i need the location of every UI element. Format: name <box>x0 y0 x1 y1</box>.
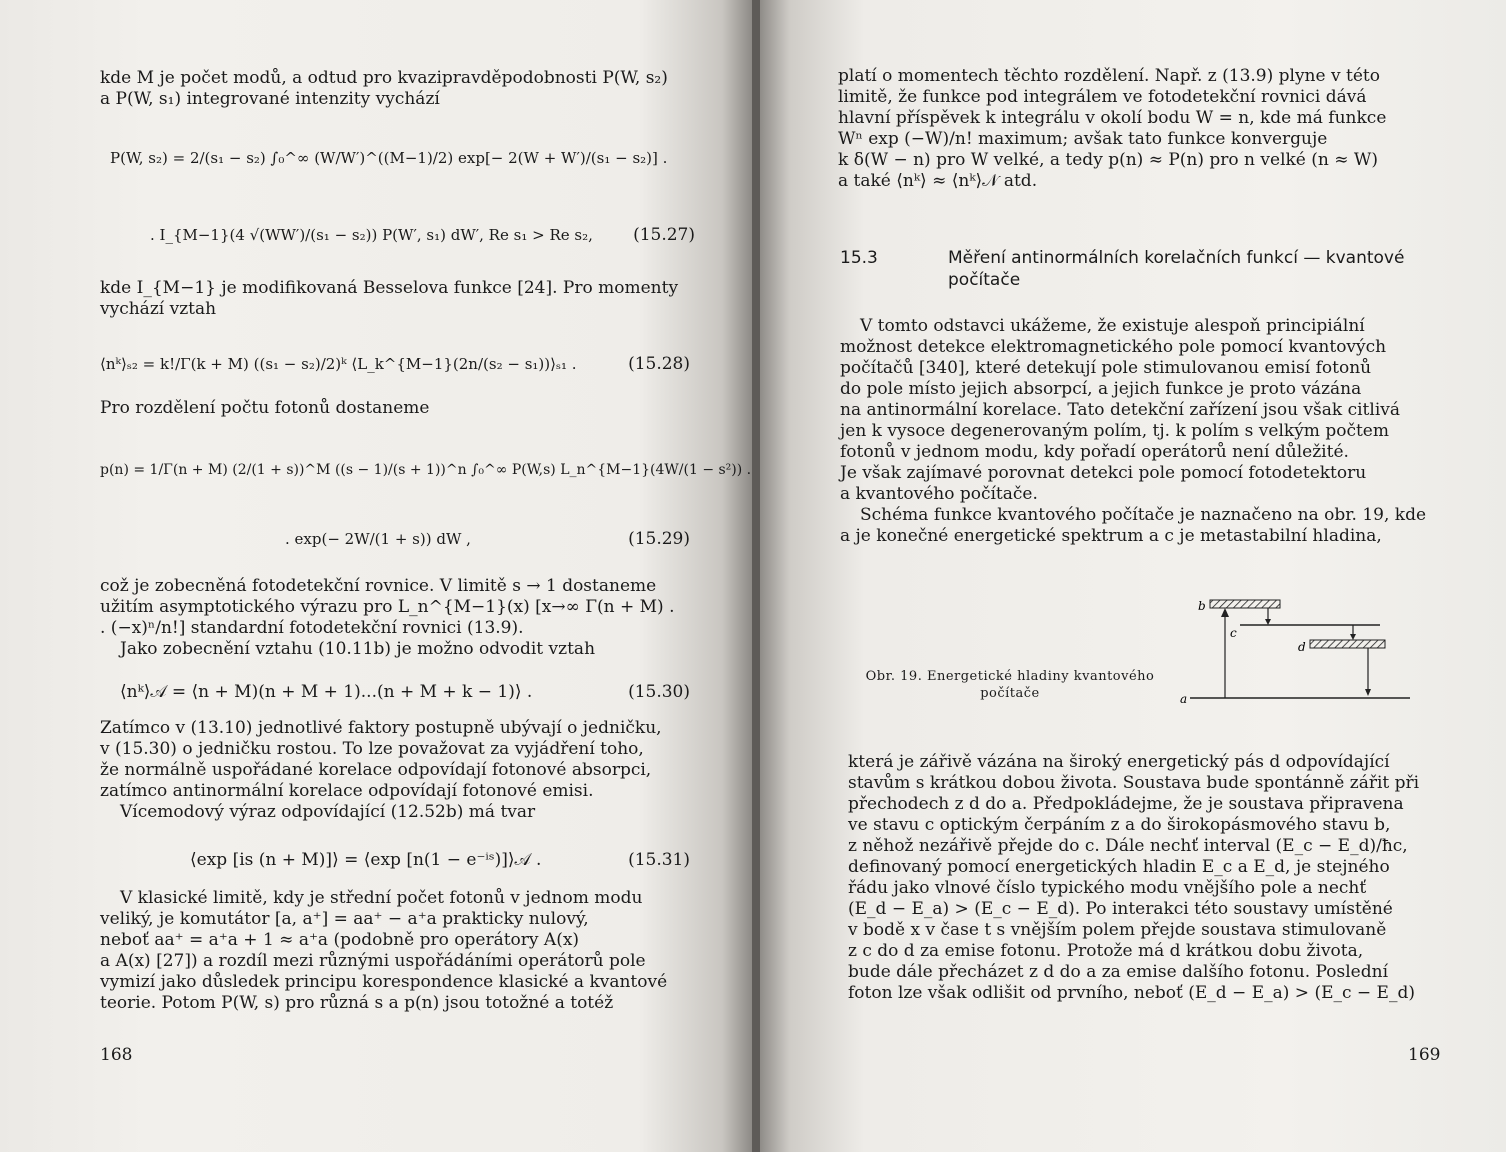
pump-arrow <box>1221 608 1229 698</box>
emission-arrow-c-d <box>1350 625 1356 640</box>
text-line: Jako zobecnění vztahu (10.11b) je možno odvodit vztah <box>120 639 596 659</box>
text-line: fotonů v jednom modu, kdy pořadí operátorů není důležité. <box>840 442 1349 462</box>
text-line: ve stavu c optickým čerpáním z a do širokopásmového stavu b, <box>848 815 1391 835</box>
text-line: Schéma funkce kvantového počítače je naznačeno na obr. 19, kde <box>860 505 1427 525</box>
text-line: v (15.30) o jedničku rostou. To lze považovat za vyjádření toho, <box>100 739 644 759</box>
section-number: 15.3 <box>840 248 878 268</box>
level-d <box>1310 640 1385 648</box>
equation-text: . exp(− 2W/(1 + s)) dW , <box>285 530 471 548</box>
text-line: kde M je počet modů, a odtud pro kvazipravděpodobnosti P(W, s₂) <box>100 68 668 88</box>
text-line: definovaný pomocí energetických hladin E_c a E_d, je stejného <box>848 857 1390 877</box>
text-line: Wⁿ exp (−W)/n! maximum; avšak tato funkce konverguje <box>838 129 1328 149</box>
book-gutter <box>752 0 760 1152</box>
left-page <box>0 0 752 1152</box>
classical-paragraph <box>100 888 695 1014</box>
energy-level-diagram <box>1180 590 1420 715</box>
equation-text: P(W, s₂) = 2/(s₁ − s₂) ∫₀^∞ (W/W′)^((M−1)/2) exp[− 2(W + W′)/(s₁ − s₂)] . <box>110 149 668 167</box>
text-line: z c do d za emise fotonu. Protože má d krátkou dobu života, <box>848 941 1364 961</box>
equation-15-29-line2 <box>100 515 690 565</box>
distribution-paragraph <box>100 398 695 419</box>
equation-text: p(n) = 1/Γ(n + M) (2/(1 + s))^M ((s − 1)/(s + 1))^n ∫₀^∞ P(W,s) L_n^{M−1}(4W/(1 − s²)) . <box>100 462 752 478</box>
equation-number: (15.30) <box>628 682 690 702</box>
text-line: limitě, že funkce pod integrálem ve fotodetekční rovnici dává <box>838 87 1367 107</box>
text-line: Vícemodový výraz odpovídající (12.52b) má tvar <box>120 802 536 822</box>
equation-15-28 <box>100 340 690 390</box>
text-line: Zatímco v (13.10) jednotlivé faktory postupně ubývají o jedničku, <box>100 718 662 738</box>
section-paragraph <box>840 316 1430 547</box>
equation-number: (15.28) <box>628 354 690 374</box>
text-line: Pro rozdělení počtu fotonů dostaneme <box>100 398 430 418</box>
text-line: stavům s krátkou dobou života. Soustava bude spontánně zářit při <box>848 773 1420 793</box>
text-line: přechodech z d do a. Předpokládejme, že je soustava připravena <box>848 794 1404 814</box>
level-b <box>1210 600 1280 608</box>
generalized-paragraph <box>100 576 695 660</box>
text-line: a také ⟨nᵏ⟩ ≈ ⟨nᵏ⟩𝒩 atd. <box>838 171 1038 191</box>
while-paragraph <box>100 718 695 823</box>
text-line: foton lze však odlišit od prvního, neboť (E_d − E_a) > (E_c − E_d) <box>848 983 1415 1003</box>
text-line: k δ(W − n) pro W velké, a tedy p(n) ≈ P(n) pro n velké (n ≈ W) <box>838 150 1379 170</box>
section-title-line: počítače <box>948 270 1021 290</box>
equation-15-29-line1 <box>100 440 752 500</box>
text-line: zatímco antinormální korelace odpovídají fotonové emisi. <box>100 781 594 801</box>
text-line: vymizí jako důsledek principu korespondence klasické a kvantové <box>100 972 668 992</box>
text-line: která je zářivě vázána na široký energetický pás d odpovídající <box>848 752 1390 772</box>
text-line: a A(x) [27]) a rozdíl mezi různými uspořádáními operátorů pole <box>100 951 646 971</box>
text-line: (E_d − E_a) > (E_c − E_d). Po interakci této soustavy umístěné <box>848 899 1393 919</box>
text-line: počítačů [340], které detekují pole stimulovanou emisí fotonů <box>840 358 1372 378</box>
caption-line: počítače <box>980 686 1040 701</box>
text-line: z něhož nezářivě přejde do c. Dále nechť interval (E_c − E_d)/ħc, <box>848 836 1408 856</box>
bessel-paragraph <box>100 278 695 320</box>
label-c: c <box>1230 626 1237 640</box>
text-line: V tomto odstavci ukážeme, že existuje alespoň principiální <box>860 316 1365 336</box>
text-line: a kvantového počítače. <box>840 484 1038 504</box>
label-b: b <box>1198 599 1206 613</box>
text-line: veliký, je komutátor [a, a⁺] = aa⁺ − a⁺a prakticky nulový, <box>100 909 589 929</box>
text-line: platí o momentech těchto rozdělení. Např. z (13.9) plyne v této <box>838 66 1380 86</box>
text-line: kde I_{M−1} je modifikovaná Besselova funkce [24]. Pro momenty <box>100 278 679 298</box>
equation-number: (15.27) <box>633 225 695 245</box>
text-line: vychází vztah <box>100 299 217 319</box>
page-number: 168 <box>100 1045 133 1065</box>
text-line: bude dále přecházet z d do a za emise dalšího fotonu. Poslední <box>848 962 1389 982</box>
text-line: užitím asymptotického výrazu pro L_n^{M−1}(x) [x→∞ Γ(n + M) . <box>100 597 675 617</box>
page-number: 169 <box>1408 1045 1441 1065</box>
equation-15-31 <box>100 850 690 874</box>
text-line: do pole místo jejich absorpcí, a jejich funkce je proto vázána <box>840 379 1362 399</box>
equation-15-27-line2 <box>110 215 695 255</box>
text-line: což je zobecněná fotodetekční rovnice. V limitě s → 1 dostaneme <box>100 576 657 596</box>
label-d: d <box>1298 640 1306 654</box>
right-page <box>760 0 1506 1152</box>
emission-arrow-d-a <box>1365 648 1371 696</box>
lower-paragraph <box>848 752 1428 1004</box>
text-line: . (−x)ⁿ/n!] standardní fotodetekční rovnici (13.9). <box>100 618 524 638</box>
equation-number: (15.29) <box>628 529 690 549</box>
top-paragraph <box>838 66 1428 192</box>
equation-text: ⟨exp [is (n + M)]⟩ = ⟨exp [n(1 − e⁻ⁱˢ)]⟩𝒜 . <box>190 850 542 870</box>
label-a: a <box>1180 692 1188 706</box>
text-line: a je konečné energetické spektrum a c je metastabilní hladina, <box>840 526 1382 546</box>
equation-number: (15.31) <box>628 850 690 870</box>
text-line: řádu jako vlnové číslo typického modu vnějšího pole a nechť <box>848 878 1367 898</box>
text-line: na antinormální korelace. Tato detekční zařízení jsou však citlivá <box>840 400 1401 420</box>
section-title-line: Měření antinormálních korelačních funkcí — kvantové <box>948 248 1405 268</box>
text-line: teorie. Potom P(W, s) pro různá s a p(n) jsou totožné a totéž <box>100 993 614 1013</box>
text-line: hlavní příspěvek k integrálu v okolí bodu W = n, kde má funkce <box>838 108 1387 128</box>
figure-caption <box>840 668 1180 702</box>
text-line: Je však zajímavé porovnat detekci pole pomocí fotodetektoru <box>840 463 1367 483</box>
section-title <box>948 247 1438 291</box>
equation-15-30 <box>100 682 690 706</box>
equation-15-27-line1 <box>110 130 695 190</box>
relax-arrow-b-c <box>1265 608 1271 625</box>
text-line: možnost detekce elektromagnetického pole pomocí kvantových <box>840 337 1387 357</box>
equation-text: . I_{M−1}(4 √(WW′)/(s₁ − s₂)) P(W′, s₁) dW′, Re s₁ > Re s₂, <box>150 226 593 244</box>
intro-paragraph <box>100 68 695 110</box>
text-line: V klasické limitě, kdy je střední počet fotonů v jednom modu <box>120 888 643 908</box>
text-line: že normálně uspořádané korelace odpovídají fotonové absorpci, <box>100 760 652 780</box>
text-line: a P(W, s₁) integrované intenzity vychází <box>100 89 440 109</box>
text-line: jen k vysoce degenerovaným polím, tj. k polím s velkým počtem <box>840 421 1389 441</box>
text-line: neboť aa⁺ = a⁺a + 1 ≈ a⁺a (podobně pro operátory A(x) <box>100 930 580 950</box>
equation-text: ⟨nᵏ⟩ₛ₂ = k!/Γ(k + M) ((s₁ − s₂)/2)ᵏ ⟨L_k^{M−1}(2n/(s₂ − s₁))⟩ₛ₁ . <box>100 355 577 373</box>
equation-text: ⟨nᵏ⟩𝒜 = ⟨n + M)(n + M + 1)...(n + M + k − 1)⟩ . <box>120 682 533 702</box>
text-line: v bodě x v čase t s vnějším polem přejde soustava stimulovaně <box>848 920 1387 940</box>
caption-line: Obr. 19. Energetické hladiny kvantového <box>865 669 1155 684</box>
